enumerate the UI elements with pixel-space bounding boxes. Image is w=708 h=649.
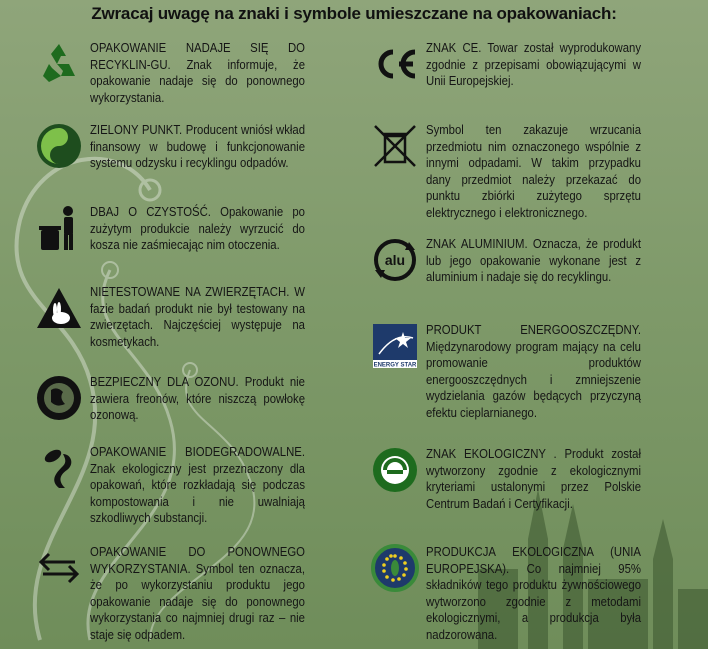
symbol-description: PRODUKCJA EKOLOGICZNA (UNIA EUROPEJSKA). Co najmniej 95% składników tego produktu żywnościowego wytworzono zgodnie z metodami ekologicznymi, a produkcja była nadzorowana. (426, 544, 641, 642)
aluminium-icon (370, 236, 420, 300)
symbol-item (34, 284, 340, 350)
symbol-description: BEZPIECZNY DLA OZONU. Produkt nie zawiera freonów, które niszczą powłokę ozonową. (90, 374, 305, 422)
energy-star-icon (370, 322, 420, 386)
symbol-description: NIETESTOWANE NA ZWIERZĘTACH. W fazie badań produkt nie był testowany na zwierzętach. Najczęściej występuje na kosmetykach. (90, 284, 305, 349)
recycle-icon (34, 40, 84, 104)
crossed-bin-icon (370, 122, 420, 186)
symbol-item (34, 122, 340, 186)
aluminium-label: alu (384, 252, 406, 268)
symbol-item (370, 236, 676, 300)
biodegradable-icon (34, 444, 84, 508)
symbol-description: OPAKOWANIE DO PONOWNEGO WYKORZYSTANIA. Symbol ten oznacza, że po wykorzystaniu produktu jego opakowanie nadaje się do ponownego wykorzystania co najmniej drugi raz – nie staje się odpadem. (90, 544, 305, 642)
ce-mark-icon (370, 40, 420, 104)
symbol-description: PRODUKT ENERGOOSZCZĘDNY. Międzynarodowy program mający na celu promowanie produktów energooszczędnych i zmniejszenie wydzielania gazów będących przyczyną efektu cieplarnianego. (426, 322, 641, 420)
symbol-item (370, 446, 676, 512)
tidy-man-icon (34, 204, 84, 268)
symbol-description: Symbol ten zakazuje wrzucania przedmiotu nim oznaczonego wspólnie z innymi odpadami. W takim przypadku dany przedmiot należy przekazać do punktu zbiórki zużytego sprzętu elektrycznego i elektronicznego. (426, 122, 641, 220)
energy-star-label: ENERGY STAR (373, 362, 417, 369)
eco-sign-icon (370, 446, 420, 510)
symbol-description: DBAJ O CZYSTOŚĆ. Opakowanie po zużytym produkcie należy wyrzucić do kosza nie zaśmiecając nim otoczenia. (90, 204, 305, 252)
symbol-item (34, 544, 340, 643)
symbol-item (370, 40, 676, 104)
symbol-item (370, 322, 676, 421)
symbol-description: ZIELONY PUNKT. Producent wniósł wkład finansowy w budowę i funkcjonowanie systemu odzysku i recyklingu odpadów. (90, 122, 305, 170)
symbol-item (370, 544, 676, 643)
page-title: Zwracaj uwagę na znaki i symbole umieszczane na opakowaniach: (91, 4, 617, 23)
symbol-description: OPAKOWANIE NADAJE SIĘ DO RECYKLIN-GU. Znak informuje, że opakowanie nadaje się do ponownego wykorzystania. (90, 40, 305, 105)
symbol-item (34, 40, 340, 106)
symbol-description: ZNAK ALUMINIUM. Oznacza, że produkt lub jego opakowanie wykonane jest z aluminium i nadaje się do recyklingu. (426, 236, 641, 284)
symbol-description: ZNAK CE. Towar został wyprodukowany zgodnie z przepisami obowiązującymi w Unii Europejskiej. (426, 40, 641, 88)
symbol-item (34, 204, 340, 268)
reuse-arrows-icon (34, 544, 84, 608)
eu-organic-icon (370, 544, 420, 608)
green-dot-icon (34, 122, 84, 186)
symbol-description: OPAKOWANIE BIODEGRADOWALNE. Znak ekologiczny jest przeznaczony dla opakowań, które rozkładają się podczas kompostowania i nie uwalniają szkodliwych substancji. (90, 444, 305, 525)
rabbit-icon (34, 284, 84, 348)
symbol-description: ZNAK EKOLOGICZNY . Produkt został wytworzony zgodnie z ekologicznymi kryteriami ustalonymi przez Polskie Centrum Badań i Certyfikacji. (426, 446, 641, 511)
ozone-globe-icon (34, 374, 84, 438)
symbol-item (34, 374, 340, 438)
symbol-item (370, 122, 676, 221)
symbol-item (34, 444, 340, 527)
